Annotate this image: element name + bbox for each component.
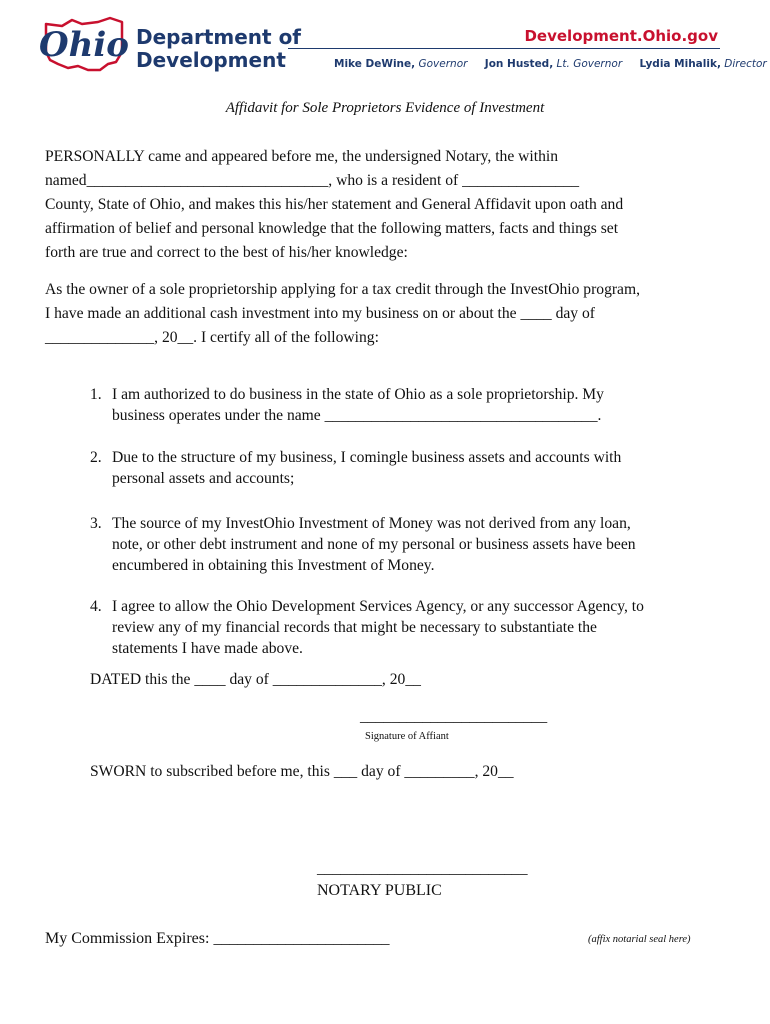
notary-public-label: NOTARY PUBLIC: [317, 882, 442, 899]
affiant-signature-line: ________________________: [360, 708, 548, 725]
document-title: Affidavit for Sole Proprietors Evidence of Investment: [225, 100, 545, 116]
list-number: 2.: [90, 449, 102, 466]
notarial-seal-note: (affix notarial seal here): [588, 934, 691, 945]
official-director: Lydia Mihalik, Director: [639, 58, 767, 70]
list-line: I am authorized to do business in the state of Ohio as a sole proprietorship. My: [112, 386, 604, 403]
intro-line: County, State of Ohio, and makes this his/her statement and General Affidavit upon oath and: [45, 196, 624, 213]
list-line: The source of my InvestOhio Investment of Money was not derived from any loan,: [112, 515, 631, 532]
dated-line: DATED this the ____ day of ______________, 20__: [90, 671, 421, 688]
sworn-line: SWORN to subscribed before me, this ___ day of _________, 20__: [90, 763, 514, 780]
officials-list: [334, 58, 770, 70]
list-number: 4.: [90, 598, 102, 615]
list-line: review any of my financial records that might be necessary to substantiate the: [112, 619, 597, 636]
website-link[interactable]: Development.Ohio.gov: [524, 27, 718, 45]
list-line: Due to the structure of my business, I comingle business assets and accounts with: [112, 449, 622, 466]
department-name: [136, 26, 301, 72]
dept-line-2: Development: [136, 48, 286, 72]
owner-line: As the owner of a sole proprietorship applying for a tax credit through the InvestOhio program,: [45, 281, 641, 298]
notary-signature-line: ___________________________: [317, 860, 528, 877]
intro-line: named_______________________________, who is a resident of _______________: [45, 172, 580, 189]
intro-line: forth are true and correct to the best of his/her knowledge:: [45, 244, 408, 261]
intro-paragraph: [45, 145, 735, 265]
owner-paragraph: [45, 278, 735, 350]
official-governor: Mike DeWine, Governor: [334, 58, 468, 70]
letterhead: [38, 12, 767, 84]
intro-line: PERSONALLY came and appeared before me, the undersigned Notary, the within: [45, 148, 559, 165]
owner-line: I have made an additional cash investment into my business on or about the ____ day of: [45, 305, 595, 322]
list-line: I agree to allow the Ohio Development Services Agency, or any successor Agency, to: [112, 598, 644, 615]
affiant-signature-label: Signature of Affiant: [365, 731, 449, 742]
intro-line: affirmation of belief and personal knowledge that the following matters, facts and things set: [45, 220, 619, 237]
official-lt-governor: Jon Husted, Lt. Governor: [484, 58, 623, 70]
list-line: business operates under the name ___________________________________.: [112, 407, 602, 424]
list-number: 3.: [90, 515, 102, 532]
list-line: statements I have made above.: [112, 640, 303, 657]
list-line: personal assets and accounts;: [112, 470, 295, 487]
logo-wordmark: Ohio: [39, 25, 129, 65]
dept-line-1: Department of: [136, 25, 302, 49]
list-line: note, or other debt instrument and none of my personal or business assets have been: [112, 536, 636, 553]
ohio-logo: [38, 12, 130, 74]
owner-line: ______________, 20__. I certify all of the following:: [45, 329, 379, 346]
list-line: encumbered in obtaining this Investment of Money.: [112, 557, 435, 574]
header-rule: [288, 48, 720, 49]
commission-expires-line: My Commission Expires: ______________________: [45, 930, 390, 947]
list-number: 1.: [90, 386, 102, 403]
